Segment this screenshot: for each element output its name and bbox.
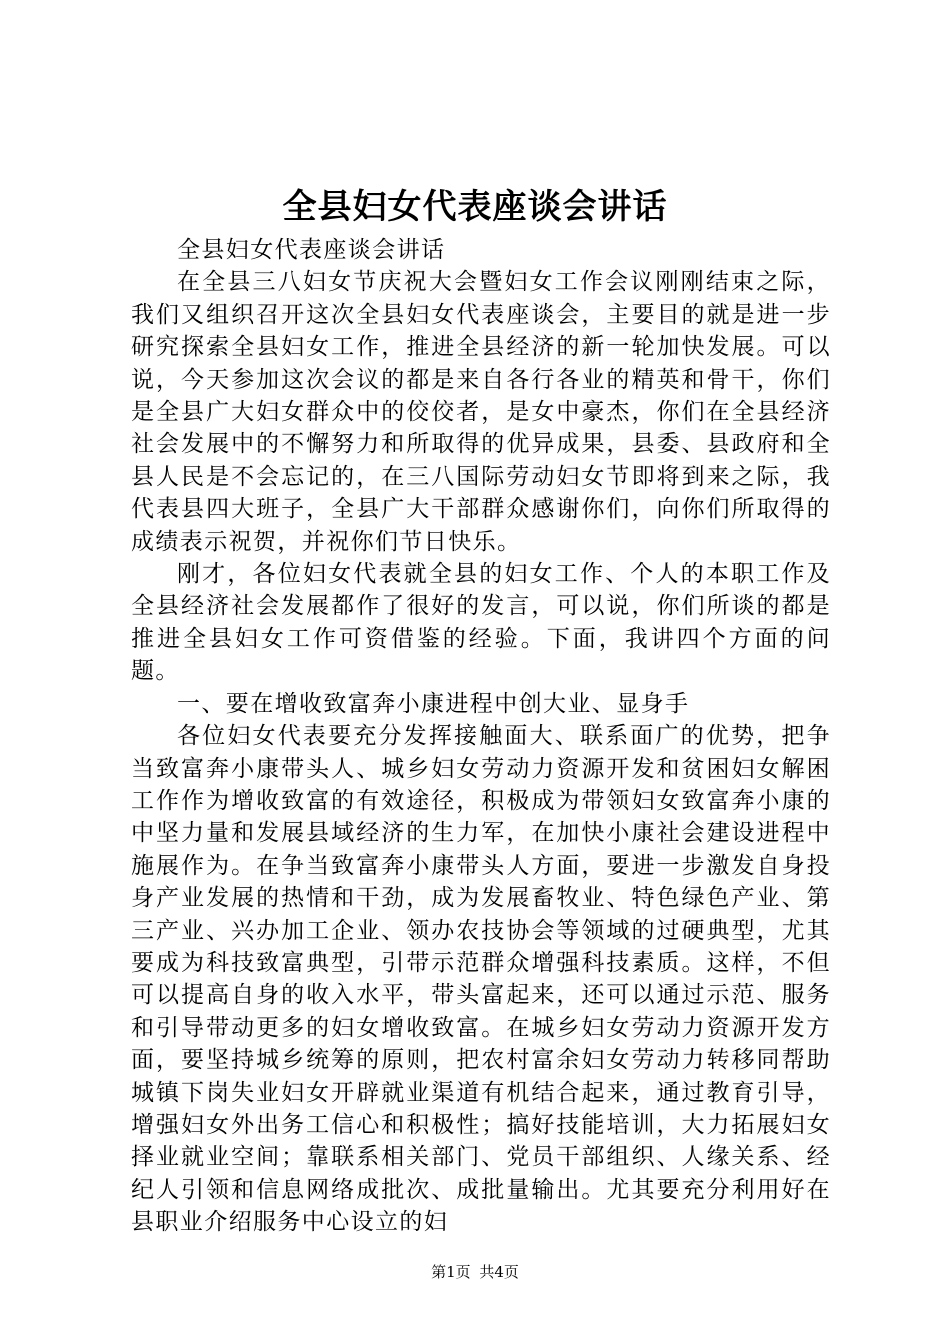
page-number: 第1页 [431,1263,471,1281]
paragraph-opening: 在全县三八妇女节庆祝大会暨妇女工作会议刚刚结束之际，我们又组织召开这次全县妇女代表座谈会，主要目的就是进一步研究探索全县妇女工作，推进全县经济的新一轮加快发展。可以说，今天参加这次会议的都是来自各行各业的精英和骨干，你们是全县广大妇女群众中的佼佼者，是女中豪杰，你们在全县经济社会发展中的不懈努力和所取得的优异成果，县委、县政府和全县人民是不会忘记的，在三八国际劳动妇女节即将到来之际，我代表县四大班子，全县广大干部群众感谢你们，向你们所取得的成绩表示祝贺，并祝你们节日快乐。 [131,269,831,555]
page-total: 共4页 [479,1263,519,1281]
section-heading-1: 一、要在增收致富奔小康进程中创大业、显身手 [177,690,690,717]
document-title: 全县妇女代表座谈会讲话 [282,187,668,227]
paragraph-transition: 刚才，各位妇女代表就全县的妇女工作、个人的本职工作及全县经济社会发展都作了很好的发言，可以说，你们所谈的都是推进全县妇女工作可资借鉴的经验。下面，我讲四个方面的问题。 [131,561,831,685]
paragraph-subtitle: 全县妇女代表座谈会讲话 [177,237,446,263]
document-body [131,234,831,1239]
paragraph-section-1: 各位妇女代表要充分发挥接触面大、联系面广的优势，把争当致富奔小康带头人、城乡妇女劳动力资源开发和贫困妇女解困工作作为增收致富的有效途径，积极成为带领妇女致富奔小康的中坚力量和发展县域经济的生力军，在加快小康社会建设进程中施展作为。在争当致富奔小康带头人方面，要进一步激发自身投身产业发展的热情和干劲，成为发展畜牧业、特色绿色产业、第三产业、兴办加工企业、领办农技协会等领域的过硬典型，尤其要成为科技致富典型，引带示范群众增强科技素质。这样，不但可以提高自身的收入水平，带头富起来，还可以通过示范、服务和引导带动更多的妇女增收致富。在城乡妇女劳动力资源开发方面，要坚持城乡统筹的原则，把农村富余妇女劳动力转移同帮助城镇下岗失业妇女开辟就业渠道有机结合起来，通过教育引导，增强妇女外出务工信心和积极性；搞好技能培训，大力拓展妇女择业就业空间；靠联系相关部门、党员干部组织、人缘关系、经纪人引领和信息网络成批次、成批量输出。尤其要充分利用好在县职业介绍服务中心设立的妇 [131,723,831,1236]
page-footer [0,1262,950,1282]
